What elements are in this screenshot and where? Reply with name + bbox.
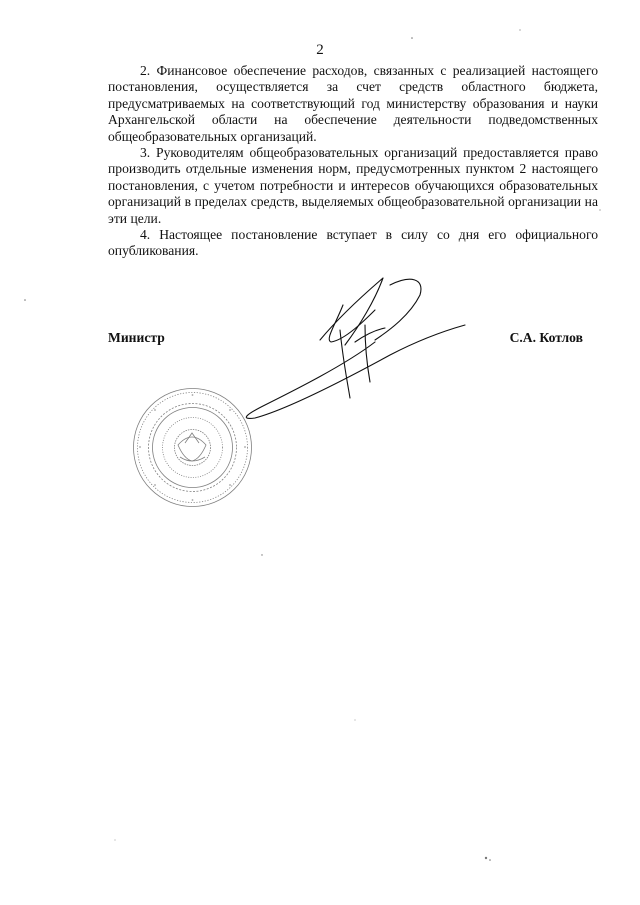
signer-name: С.А. Котлов: [509, 330, 583, 345]
document-body: [108, 63, 598, 260]
signer-position: Министр: [108, 330, 165, 345]
paragraph-2: 2. Финансовое обеспечение расходов, связанных с реализацией настоящего постановления, осуществляется за счет средств областного бюджета, предусматриваемых на соответствующий год министерству образования и науки Архангельской области на обеспечение деятельности подведомственных общеобразовательных организаций.: [108, 63, 598, 144]
paragraph-3: 3. Руководителям общеобразовательных организаций предоставляется право производить отдельные изменения норм, предусмотренных пунктом 2 настоящего постановления, с учетом потребности и интересов обучающихся образовательных организаций в пределах средств, выделяемых общеобразовательной организации на эти цели.: [108, 145, 598, 226]
handwritten-signature-icon: [225, 270, 485, 440]
paragraph-4: 4. Настоящее постановление вступает в силу со дня его официального опубликования.: [108, 227, 598, 259]
page-number: 2: [316, 42, 324, 58]
